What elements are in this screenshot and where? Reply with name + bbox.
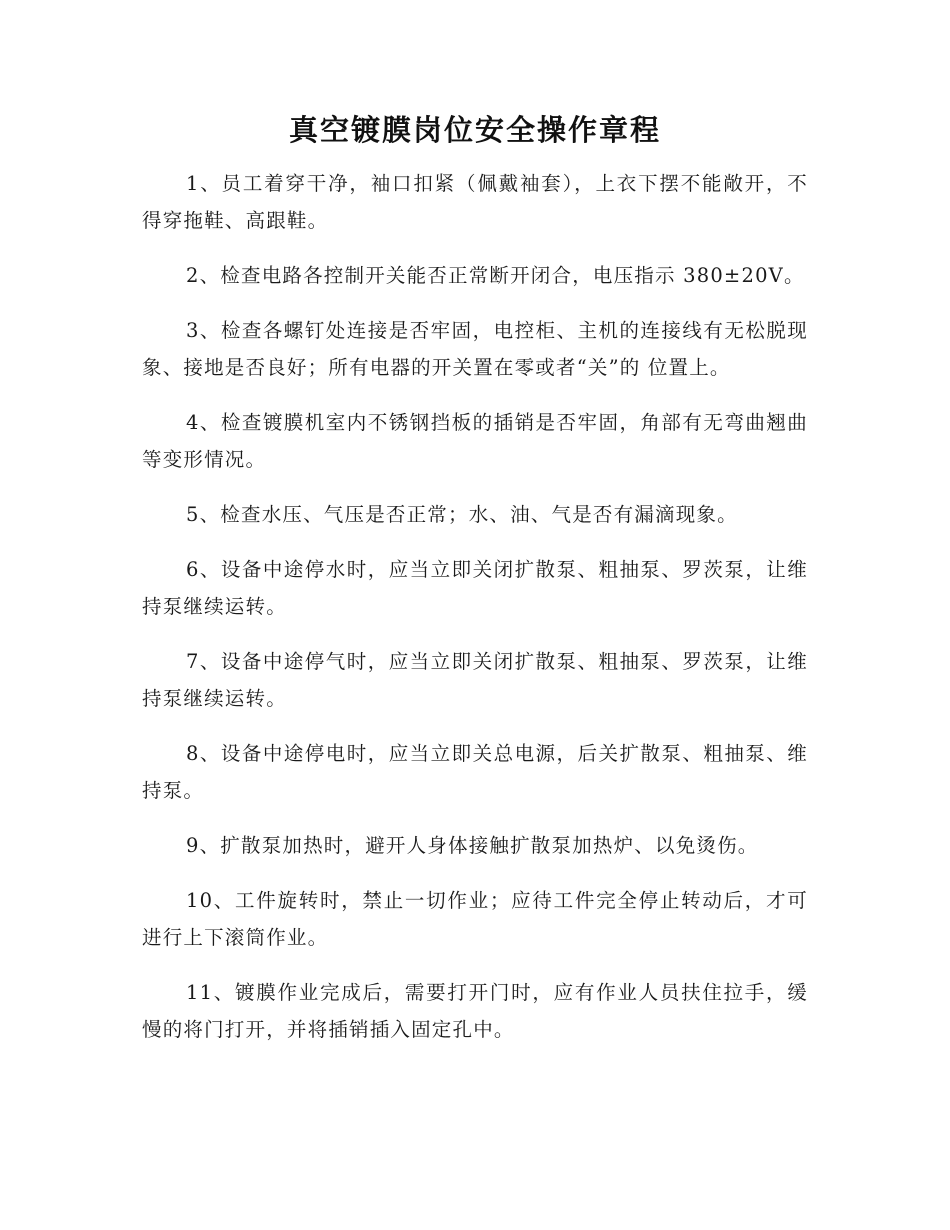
paragraph-5: 5、检查水压、气压是否正常；水、油、气是否有漏滴现象。 bbox=[186, 503, 738, 526]
paragraph-9: 9、扩散泵加热时，避开人身体接触扩散泵加热炉、以免烫伤。 bbox=[186, 834, 759, 857]
document-body bbox=[142, 165, 808, 1066]
paragraph-11: 11、镀膜作业完成后，需要打开门时，应有作业人员扶住拉手，缓慢的将门打开，并将插销插入固定孔中。 bbox=[142, 981, 808, 1041]
paragraph-8: 8、设备中途停电时，应当立即关总电源，后关扩散泵、粗抽泵、维持泵。 bbox=[142, 742, 808, 802]
paragraph-4: 4、检查镀膜机室内不锈钢挡板的插销是否牢固，角部有无弯曲翘曲等变形情况。 bbox=[142, 411, 808, 471]
paragraph-7: 7、设备中途停气时，应当立即关闭扩散泵、粗抽泵、罗茨泵，让维持泵继续运转。 bbox=[142, 650, 808, 710]
paragraph-1: 1、员工着穿干净，袖口扣紧（佩戴袖套），上衣下摆不能敞开，不得穿拖鞋、高跟鞋。 bbox=[142, 172, 808, 232]
paragraph-10: 10、工件旋转时，禁止一切作业；应待工件完全停止转动后，才可进行上下滚筒作业。 bbox=[142, 889, 808, 949]
paragraph-2: 2、检查电路各控制开关能否正常断开闭合，电压指示 380±20V。 bbox=[186, 264, 805, 287]
paragraph-6: 6、设备中途停水时，应当立即关闭扩散泵、粗抽泵、罗茨泵，让维持泵继续运转。 bbox=[142, 558, 808, 618]
document-title: 真空镀膜岗位安全操作章程 bbox=[288, 113, 661, 147]
paragraph-3: 3、检查各螺钉处连接是否牢固，电控柜、主机的连接线有无松脱现象、接地是否良好；所有电器的开关置在零或者“关”的 位置上。 bbox=[142, 319, 808, 379]
